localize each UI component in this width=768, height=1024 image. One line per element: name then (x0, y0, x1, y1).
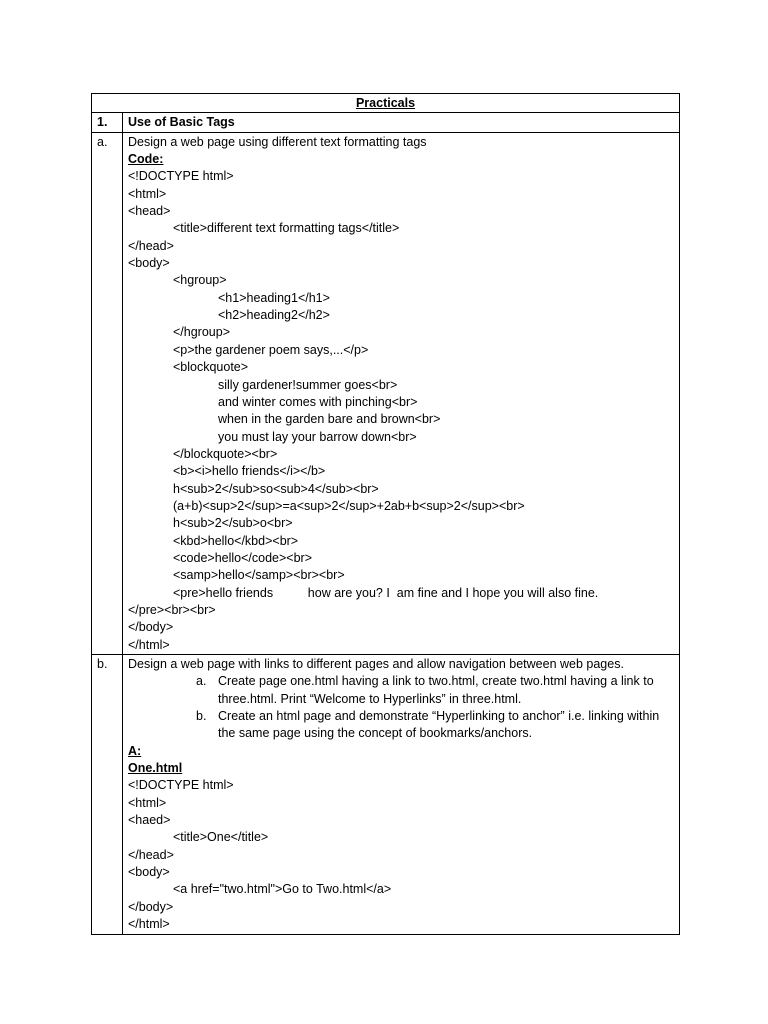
sub-item-marker: b. (196, 709, 207, 724)
code-line: </body> (128, 620, 174, 635)
code-line: <b><i>hello friends</i></b> (173, 464, 326, 479)
code-line: </html> (128, 917, 170, 932)
code-line: h<sub>2</sub>o<br> (173, 516, 293, 531)
code-line: </pre><br><br> (128, 602, 216, 617)
code-line: when in the garden bare and brown<br> (218, 412, 441, 427)
file-label: One.html (128, 761, 183, 776)
code-line: <title>different text formatting tags</title> (173, 221, 400, 236)
part-a-row (92, 132, 680, 654)
code-line: <html> (128, 795, 167, 810)
sub-item-text: Create page one.html having a link to two.html, create two.html having a link to three.html. Print “Welcome to Hyperlinks” in three.html. (218, 674, 654, 706)
part-a-marker: a. (92, 132, 123, 654)
code-line: <code>hello</code><br> (173, 550, 313, 565)
header-row (92, 94, 680, 113)
part-b-row (92, 655, 680, 935)
code-line: </hgroup> (173, 325, 230, 340)
code-line: h<sub>2</sub>so<sub>4</sub><br> (173, 481, 379, 496)
code-line: <p>the gardener poem says,...</p> (173, 342, 369, 357)
code-line: (a+b)<sup>2</sup>=a<sup>2</sup>+2ab+b<sup>2</sup><br> (173, 498, 525, 513)
code-line: silly gardener!summer goes<br> (218, 377, 398, 392)
part-b-description: Design a web page with links to different pages and allow navigation between web pages. (128, 657, 624, 671)
code-line: <h2>heading2</h2> (218, 308, 330, 323)
sub-item-marker: a. (196, 674, 207, 689)
code-line: <a href="two.html">Go to Two.html</a> (173, 882, 392, 897)
code-line: <haed> (128, 813, 171, 828)
part-b-content (123, 655, 680, 935)
code-line: </head> (128, 238, 174, 253)
part-b-marker: b. (92, 655, 123, 935)
code-line: <head> (128, 204, 171, 219)
section-row (92, 113, 680, 132)
code-line: <samp>hello</samp><br><br> (173, 568, 345, 583)
sub-item-b (128, 708, 674, 743)
code-line: <body> (128, 256, 170, 271)
code-line: <!DOCTYPE html> (128, 778, 234, 793)
part-b-code-block (128, 777, 674, 933)
code-line: </blockquote><br> (173, 446, 278, 461)
code-line: you must lay your barrow down<br> (218, 429, 417, 444)
part-a-content (123, 132, 680, 654)
part-a-description: Design a web page using different text formatting tags (128, 134, 427, 149)
code-line: <!DOCTYPE html> (128, 169, 234, 184)
section-number: 1. (92, 113, 123, 132)
code-line: <blockquote> (173, 360, 249, 375)
part-a-code-block (128, 168, 674, 654)
code-line: <html> (128, 186, 167, 201)
code-label: Code: (128, 152, 164, 167)
code-line: <pre>hello friends how are you? I am fine and I hope you will also fine. (173, 585, 599, 600)
code-line: <kbd>hello</kbd><br> (173, 533, 299, 548)
code-line: and winter comes with pinching<br> (218, 394, 418, 409)
code-line: </body> (128, 899, 174, 914)
page-title: Practicals (92, 94, 680, 113)
code-line: <body> (128, 865, 170, 880)
section-title: Use of Basic Tags (123, 113, 680, 132)
practicals-table (91, 93, 680, 935)
sub-item-a (128, 673, 674, 708)
code-line: <title>One</title> (173, 830, 269, 845)
answer-label: A: (128, 743, 142, 758)
code-line: <hgroup> (173, 273, 227, 288)
code-line: </html> (128, 637, 170, 652)
code-line: </head> (128, 847, 174, 862)
code-line: <h1>heading1</h1> (218, 290, 330, 305)
sub-item-text: Create an html page and demonstrate “Hyperlinking to anchor” i.e. linking within the same page using the concept of bookmarks/anchors. (218, 709, 660, 741)
